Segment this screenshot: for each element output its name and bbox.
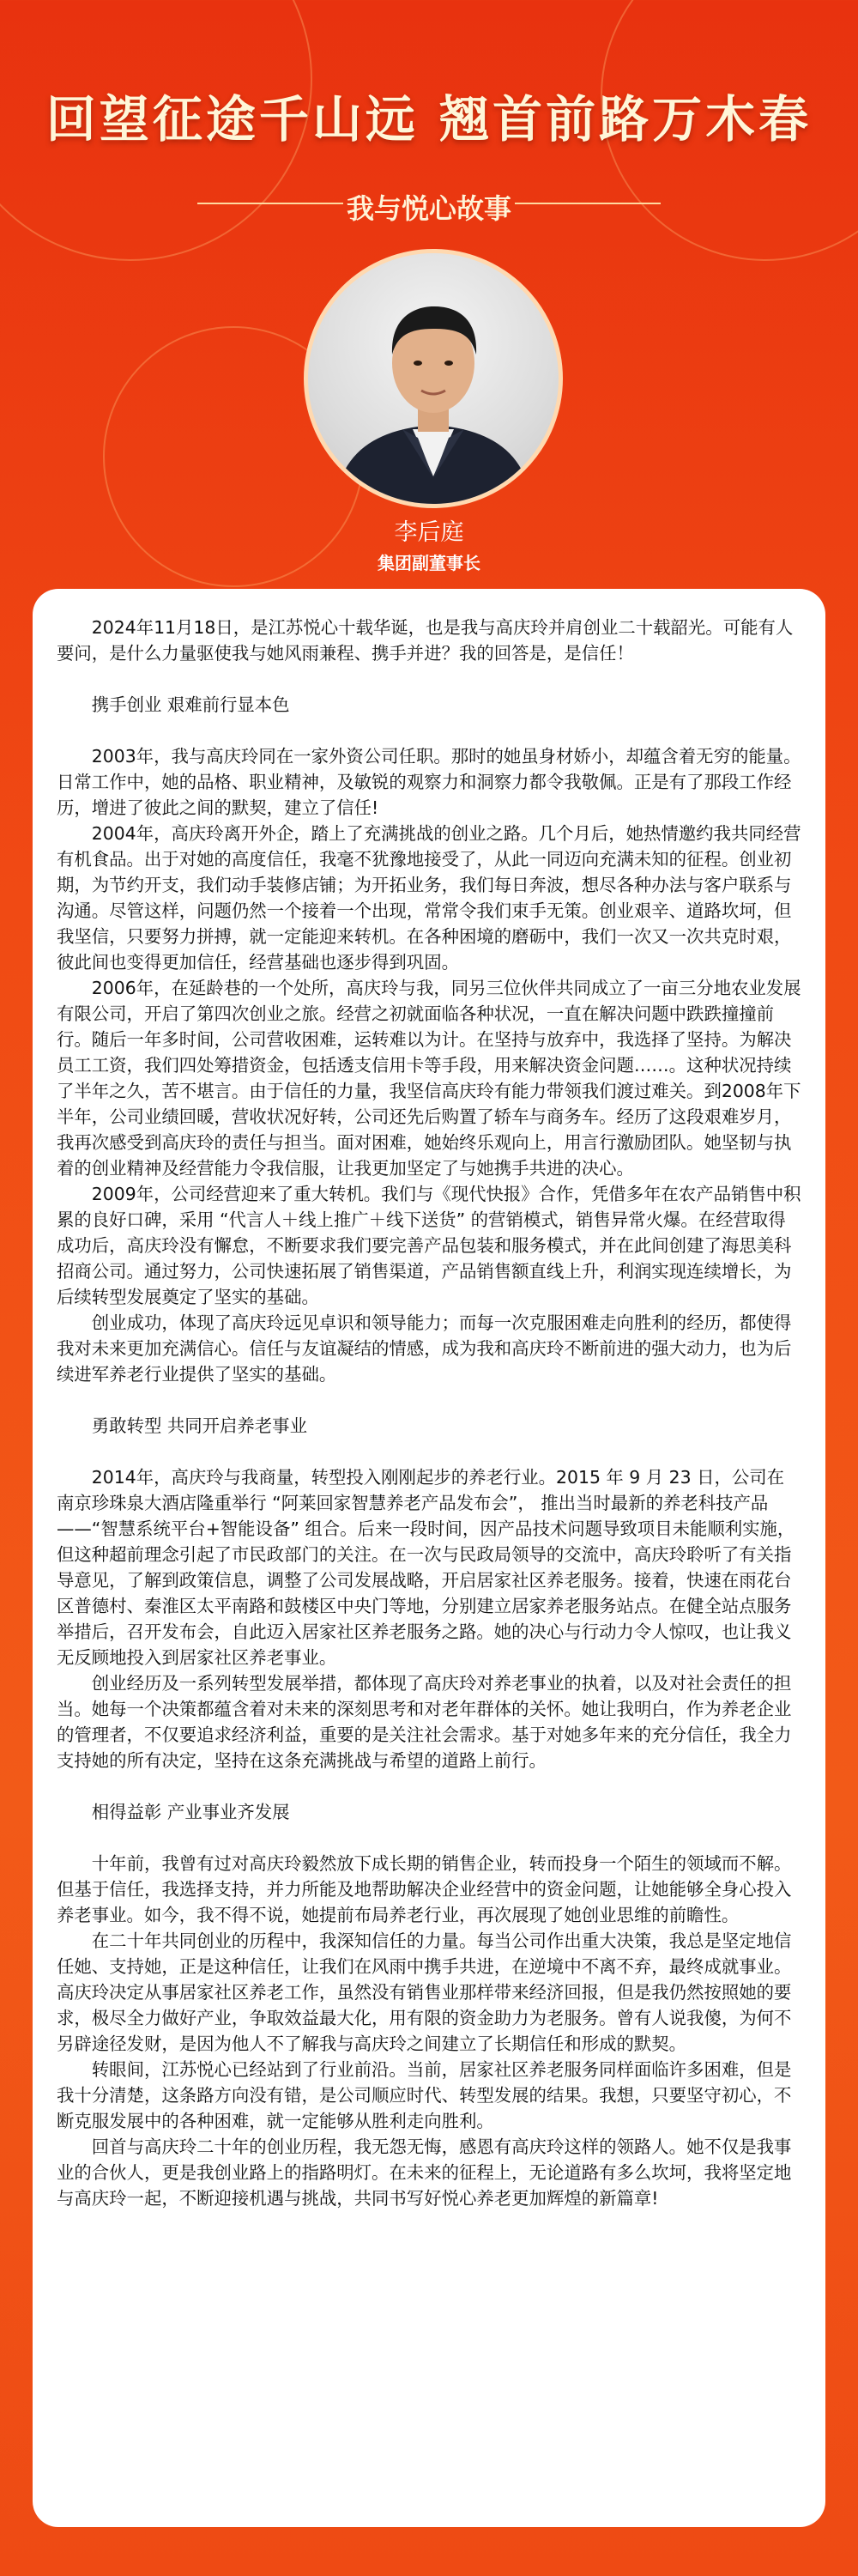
- paragraph: 回首与高庆玲二十年的创业历程，我无怨无悔，感恩有高庆玲这样的领路人。她不仅是我事业的合伙人，更是我创业路上的指路明灯。在未来的征程上，无论道路有多么坎坷，我将坚定地与高庆玲一起，不断迎接机遇与挑战，共同书写好悦心养老更加辉煌的新篇章!: [57, 2137, 792, 2209]
- intro-paragraph: 2024年11月18日，是江苏悦心十载华诞，也是我与高庆玲并肩创业二十载韶光。可能有人要问，是什么力量驱使我与她风雨兼程、携手并进？我的回答是，是信任！: [57, 617, 794, 664]
- section-heading: 勇敢转型 共同开启养老事业: [91, 1415, 307, 1436]
- paragraph: 2003年，我与高庆玲同在一家外资公司任职。那时的她虽身材娇小，却蕴含着无穷的能量。日常工作中，她的品格、职业精神，及敏锐的观察力和洞察力都令我敬佩。正是有了那段工作经历，增进了彼此之间的默契，建立了信任!: [57, 746, 801, 818]
- paragraph: 2009年，公司经营迎来了重大转机。我们与《现代快报》合作，凭借多年在农产品销售中积累的良好口碑，采用 “代言人＋线上推广＋线下送货” 的营销模式，销售异常火爆。在经营取得成功后，高庆玲没有懈怠，不断要求我们要完善产品包装和服务模式，并在此间创建了海思美科招商公司。通过努力，公司快速拓展了销售渠道，产品销售额直线上升，利润实现连续增长，为后续转型发展奠定了坚实的基础。: [57, 1184, 801, 1307]
- paragraph: 创业成功，体现了高庆玲远见卓识和领导能力；而每一次克服困难走向胜利的经历，都使得我对未来更加充满信心。信任与友谊凝结的情感，成为我和高庆玲不断前进的强大动力，也为后续进军养老行业提供了坚实的基础。: [57, 1312, 792, 1385]
- subtitle-banner: [197, 182, 661, 225]
- section-heading: 相得益彰 产业事业齐发展: [91, 1802, 290, 1822]
- section-heading: 携手创业 艰难前行显本色: [91, 694, 290, 715]
- subtitle: 我与悦心故事: [346, 192, 511, 225]
- paragraph: 在二十年共同创业的历程中，我深知信任的力量。每当公司作出重大决策，我总是坚定地信任她、支持她，正是这种信任，让我们在风雨中携手共进，在逆境中不离不弃，最终成就事业。高庆玲决定从事居家社区养老工作，虽然没有销售业那样带来经济回报，但是我仍然按照她的要求，极尽全力做好产业，争取效益最大化，用有限的资金助力为老服务。曾有人说我傻，为何不另辟途径发财，是因为他人不了解我与高庆玲之间建立了长期信任和形成的默契。: [57, 1930, 792, 2054]
- article-body: [57, 615, 801, 2211]
- paragraph: 十年前，我曾有过对高庆玲毅然放下成长期的销售企业，转而投身一个陌生的领域而不解。但基于信任，我选择支持，并力所能及地帮助解决企业经营中的资金问题，让她能够全身心投入养老事业。如今，我不得不说，她提前布局养老行业，再次展现了她创业思维的前瞻性。: [57, 1853, 792, 1925]
- paragraph: 2006年，在延龄巷的一个处所，高庆玲与我，同另三位伙伴共同成立了一亩三分地农业发展有限公司，开启了第四次创业之旅。经营之初就面临各种状况，一直在解决问题中跌跌撞撞前行。随后一年多时间，公司营收困难，运转难以为计。在坚持与放弃中，我选择了坚持。为解决员工工资，我们四处筹措资金，包括透支信用卡等手段，用来解决资金问题……。这种状况持续了半年之久，苦不堪言。由于信任的力量，我坚信高庆玲有能力带领我们渡过难关。到2008年下半年，公司业绩回暖，营收状况好转，公司还先后购置了轿车与商务车。经历了这段艰难岁月，我再次感受到高庆玲的责任与担当。面对困难，她始终乐观向上，用言行激励团队。她坚韧与执着的创业精神及经营能力令我信服，让我更加坚定了与她携手共进的决心。: [57, 978, 801, 1179]
- paragraph: 2014年，高庆玲与我商量，转型投入刚刚起步的养老行业。2015 年 9 月 23 日，公司在南京珍珠泉大酒店隆重举行 “阿莱回家智慧养老产品发布会”， 推出当时最新的养老科技产品——“智慧系统平台+智能设备” 组合。后来一段时间，因产品技术问题导致项目未能顺利实施，但这种超前理念引起了市民政部门的关注。在一次与民政局领导的交流中，高庆玲聆听了有关指导意见，了解到政策信息，调整了公司发展战略，开启居家社区养老服务。接着，快速在雨花台区普德村、秦淮区太平南路和鼓楼区中央门等地，分别建立居家养老服务站点。在健全站点服务举措后，召开发布会，自此迈入居家社区养老服务之路。她的决心与行动力令人惊叹，也让我义无反顾地投入到居家社区养老事业。: [57, 1467, 795, 1668]
- portrait-photo: [304, 249, 563, 508]
- paragraph: 2004年，高庆玲离开外企，踏上了充满挑战的创业之路。几个月后，她热情邀约我共同经营有机食品。出于对她的高度信任，我毫不犹豫地接受了，从此一同迈向充满未知的征程。创业初期，为节约开支，我们动手装修店铺；为开拓业务，我们每日奔波，想尽各种办法与客户联系与沟通。尽管这样，问题仍然一个接着一个出现，常常令我们束手无策。创业艰辛、道路坎坷，但我坚信，只要努力拼搏，就一定能迎来转机。在各种困境的磨砺中，我们一次又一次共克时艰，彼此间也变得更加信任，经营基础也逐步得到巩固。: [57, 823, 801, 973]
- person-role: 集团副董事长: [378, 553, 480, 573]
- paragraph: 创业经历及一系列转型发展举措，都体现了高庆玲对养老事业的执着，以及对社会责任的担当。她每一个决策都蕴含着对未来的深刻思考和对老年群体的关怀。她让我明白，作为养老企业的管理者，不仅要追求经济利益，重要的是关注社会需求。基于对她多年来的充分信任，我全力支持她的所有决定，坚持在这条充满挑战与希望的道路上前行。: [57, 1673, 792, 1771]
- person-name: 李后庭: [394, 519, 464, 546]
- person-silhouette-icon: [308, 253, 559, 504]
- page-title: 回望征途千山远 翘首前路万木春: [45, 90, 813, 148]
- paragraph: 转眼间，江苏悦心已经站到了行业前沿。当前，居家社区养老服务同样面临许多困难，但是我十分清楚，这条路方向没有错，是公司顺应时代、转型发展的结果。我想，只要坚守初心，不断克服发展中的各种困难，就一定能够从胜利走向胜利。: [57, 2059, 792, 2131]
